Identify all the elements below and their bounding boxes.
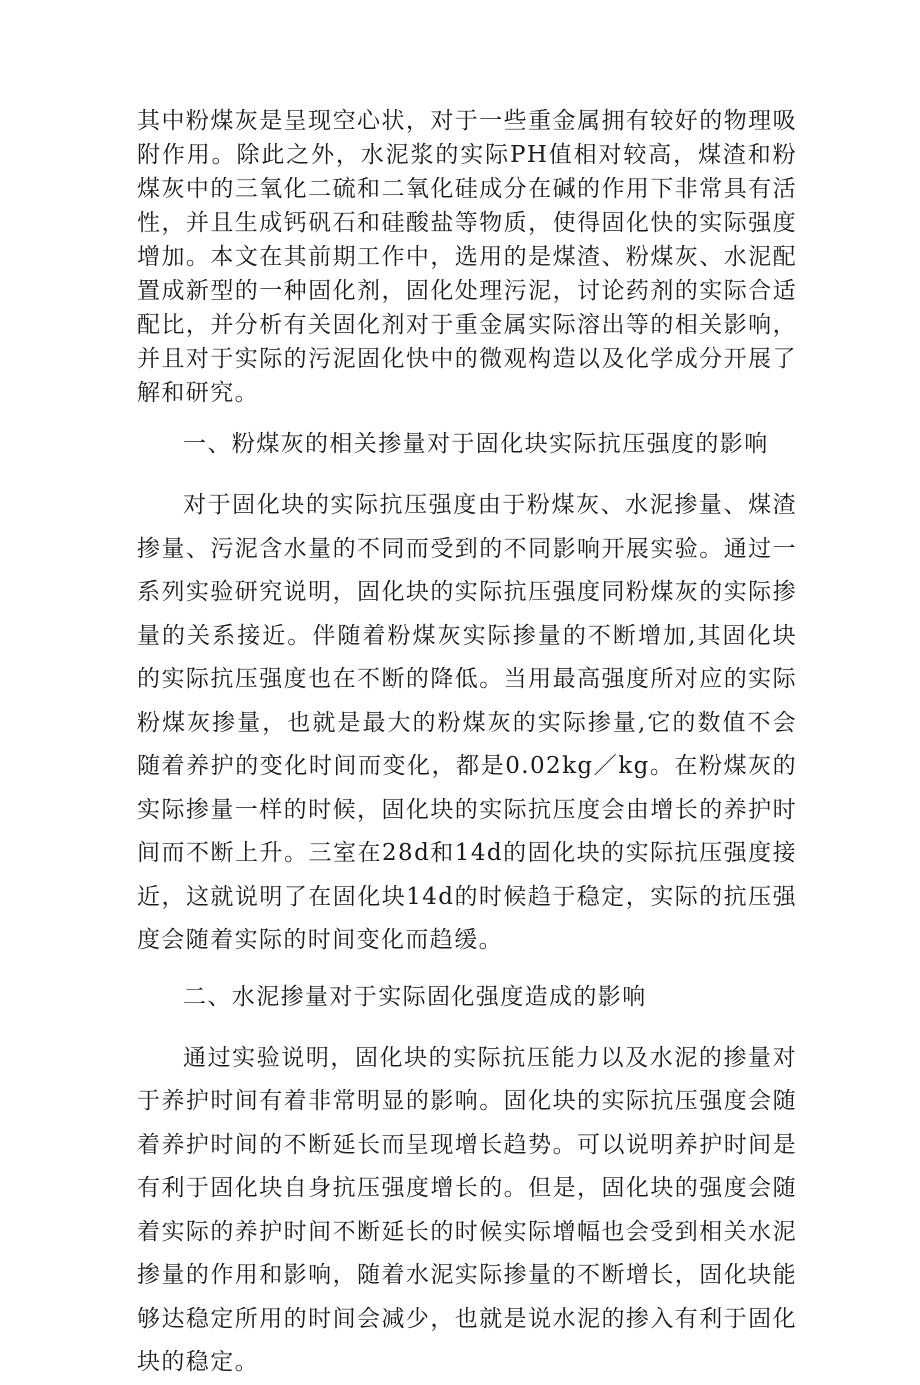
intro-paragraph: 其中粉煤灰是呈现空心状，对于一些重金属拥有较好的物理吸附作用。除此之外，水泥浆的实际PH值相对较高，煤渣和粉煤灰中的三氧化二硫和二氧化硅成分在碱的作用下非常具有活性，并且生成钙矾石和硅酸盐等物质，使得固化快的实际强度增加。本文在其前期工作中，选用的是煤渣、粉煤灰、水泥配置成新型的一种固化剂，固化处理污泥，讨论药剂的实际合适配比，并分析有关固化剂对于重金属实际溶出等的相关影响，并且对于实际的污泥固化快中的微观构造以及化学成分开展了解和研究。 <box>137 108 797 406</box>
section-1-paragraph: 对于固化块的实际抗压强度由于粉煤灰、水泥掺量、煤渣掺量、污泥含水量的不同而受到的不同影响开展实验。通过一系列实验研究说明，固化块的实际抗压强度同粉煤灰的实际掺量的关系接近。伴随着粉煤灰实际掺量的不断增加,其固化块的实际抗压强度也在不断的降低。当用最高强度所对应的实际粉煤灰掺量，也就是最大的粉煤灰的实际掺量,它的数值不会随着养护的变化时间而变化，都是0.02kg／kg。在粉煤灰的实际掺量一样的时候，固化块的实际抗压度会由增长的养护时间而不断上升。三室在28d和14d的固化块的实际抗压强度接近，这就说明了在固化块14d的时候趋于稳定，实际的抗压强度会随着实际的时间变化而趋缓。 <box>137 492 797 953</box>
document-body <box>137 100 797 1385</box>
section-2-paragraph: 通过实验说明，固化块的实际抗压能力以及水泥的掺量对于养护时间有着非常明显的影响。固化块的实际抗压强度会随着养护时间的不断延长而呈现增长趋势。可以说明养护时间是有利于固化块自身抗压强度增长的。但是，固化块的强度会随着实际的养护时间不断延长的时候实际增幅也会受到相关水泥掺量的作用和影响，随着水泥实际掺量的不断增长，固化块能够达稳定所用的时间会减少，也就是说水泥的掺入有利于固化块的稳定。 <box>137 1044 797 1375</box>
section-2-heading: 二、水泥掺量对于实际固化强度造成的影响 <box>183 983 647 1010</box>
section-1-heading: 一、粉煤灰的相关掺量对于固化块实际抗压强度的影响 <box>183 431 769 457</box>
